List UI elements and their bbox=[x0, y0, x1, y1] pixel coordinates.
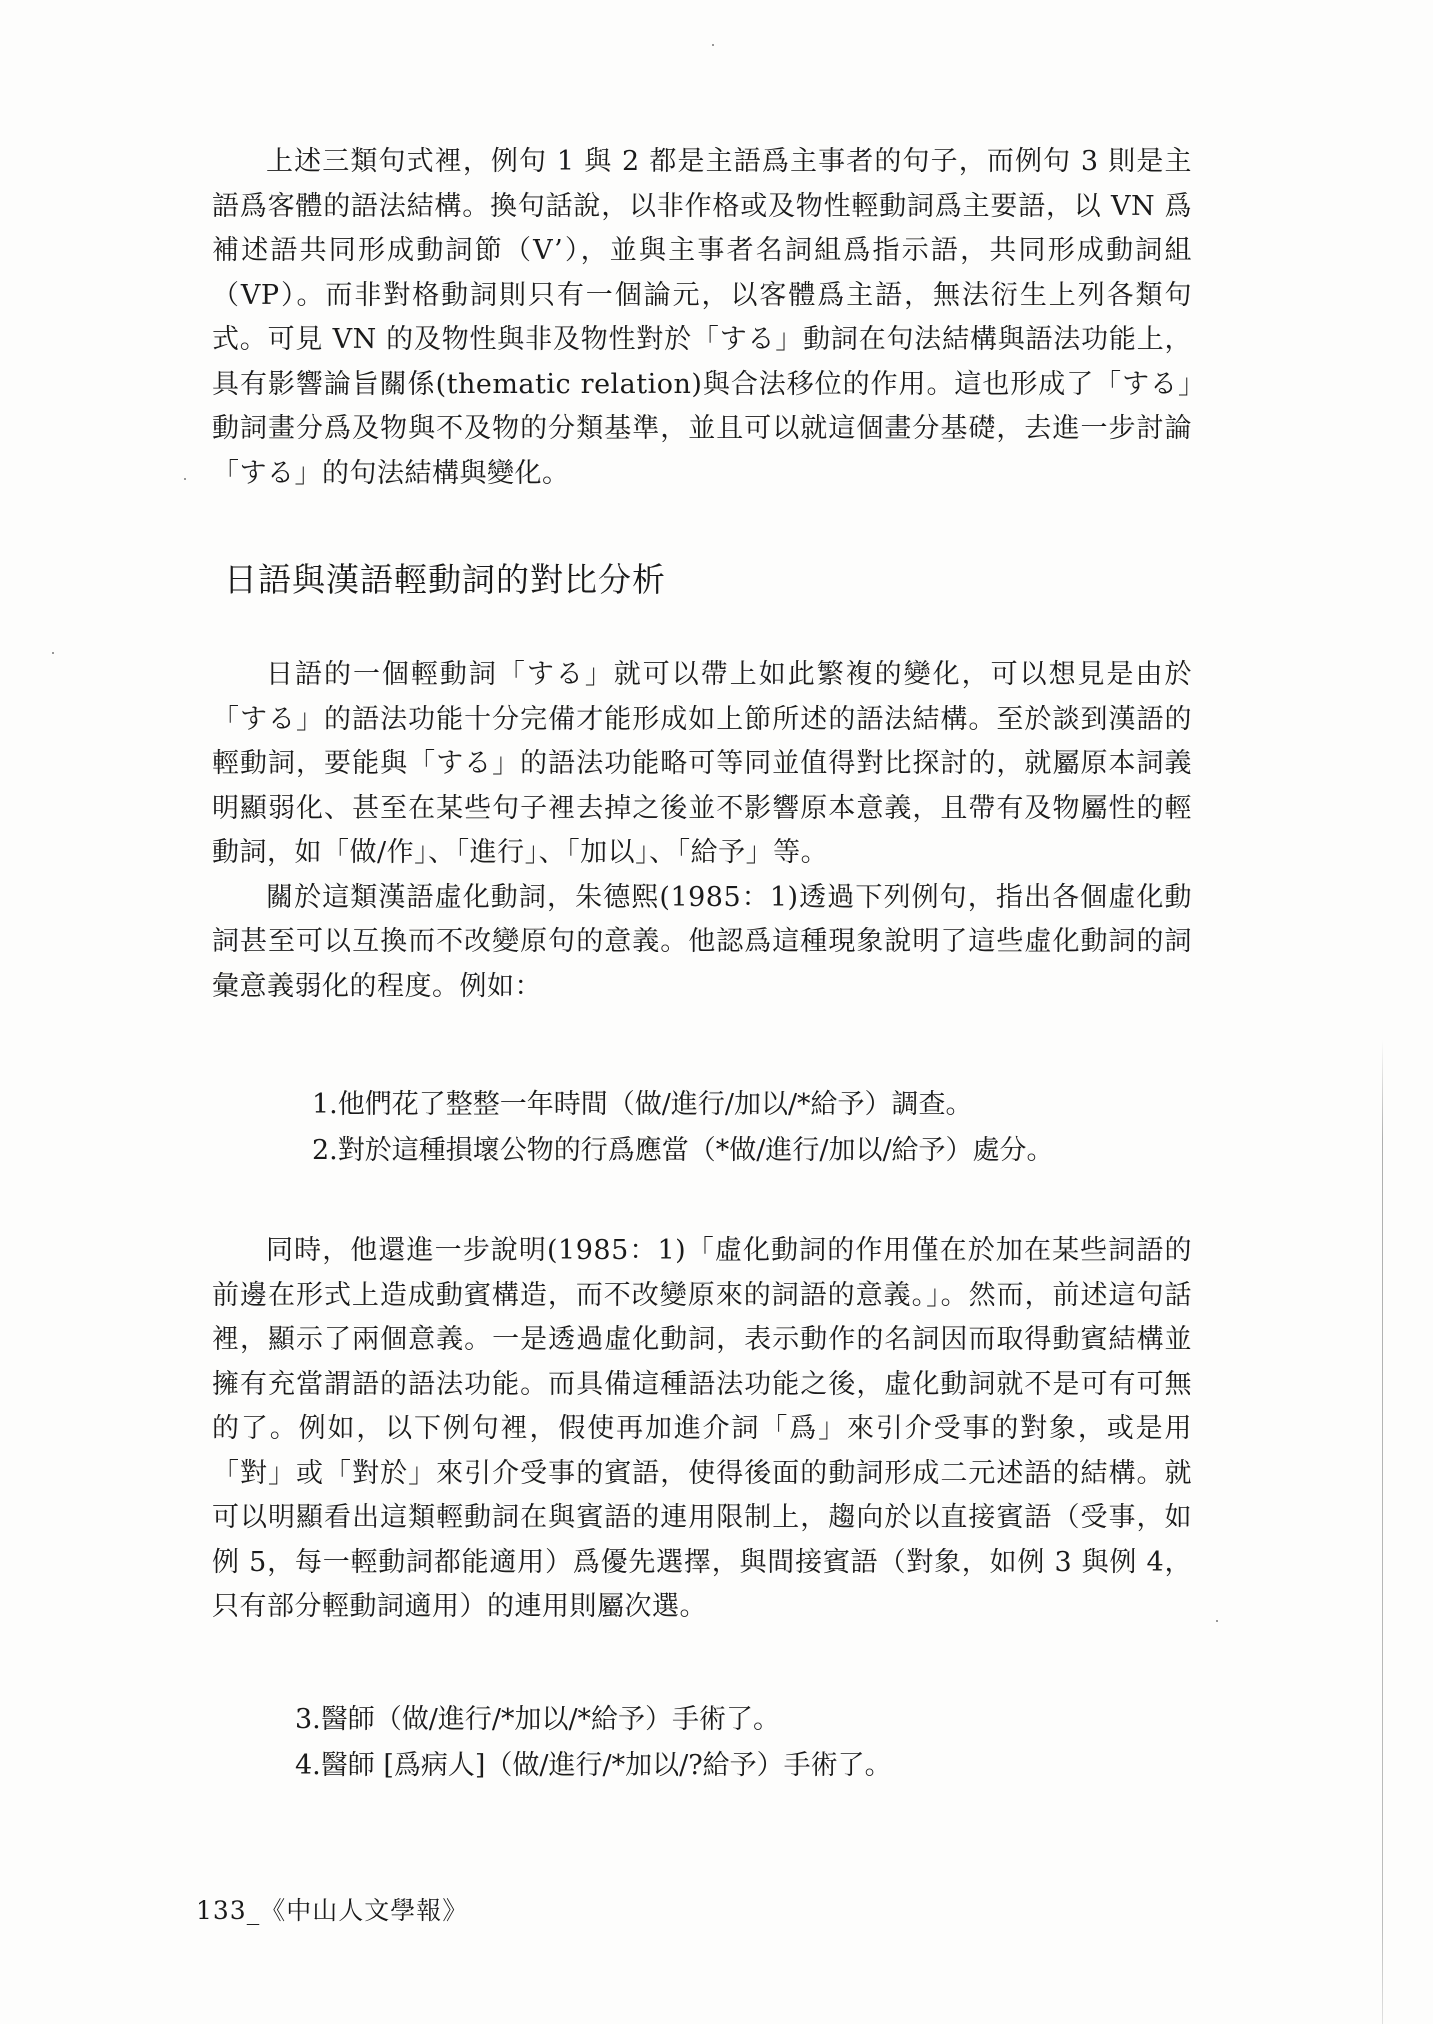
scan-edge-line bbox=[1382, 1040, 1383, 2024]
paragraph: 日語的一個輕動詞「する」就可以帶上如此繁複的變化，可以想見是由於「する」的語法功能十分完備才能形成如上節所述的語法結構。至於談到漢語的輕動詞，要能與「する」的語法功能略可等同並值得對比探討的，就屬原本詞義明顯弱化、甚至在某些句子裡去掉之後並不影響原本意義，且帶有及物屬性的輕動詞，如「做/作」、「進行」、「加以」、「給予」等。 bbox=[212, 659, 1192, 868]
example-list bbox=[0, 1082, 1433, 1174]
example-sentence: 2.對於這種損壞公物的行爲應當（*做/進行/加以/給予）處分。 bbox=[312, 1135, 1054, 1166]
page-footer: 133_《中山人文學報》 bbox=[196, 1896, 469, 1925]
scan-speck bbox=[1216, 1620, 1218, 1622]
scan-speck bbox=[184, 478, 186, 480]
body-section-bottom bbox=[212, 1229, 1192, 1630]
paragraph: 同時，他還進一步說明(1985：1)「虛化動詞的作用僅在於加在某些詞語的前邊在形式上造成動賓構造，而不改變原來的詞語的意義。」。然而，前述這句話裡，顯示了兩個意義。一是透過虛化動詞，表示動作的名詞因而取得動賓結構並擁有充當謂語的語法功能。而具備這種語法功能之後，虛化動詞就不是可有可無的了。例如，以下例句裡，假使再加進介詞「爲」來引介受事的對象，或是用「對」或「對於」來引介受事的賓語，使得後面的動詞形成二元述語的結構。就可以明顯看出這類輕動詞在與賓語的連用限制上，趨向於以直接賓語（受事，如例 5，每一輕動詞都能適用）爲優先選擇，與間接賓語（對象，如例 3 與例 4，只有部分輕動詞適用）的連用則屬次選。 bbox=[212, 1235, 1192, 1622]
example-sentence: 4.醫師 [爲病人]（做/進行/*加以/?給予）手術了。 bbox=[295, 1750, 892, 1781]
example-sentence: 1.他們花了整整一年時間（做/進行/加以/*給予）調查。 bbox=[312, 1089, 973, 1120]
scan-speck bbox=[52, 652, 54, 654]
body-section-top bbox=[212, 140, 1192, 496]
example-sentence: 3.醫師（做/進行/*加以/*給予）手術了。 bbox=[295, 1704, 781, 1735]
section-heading: 日語與漢語輕動詞的對比分析 bbox=[224, 560, 666, 599]
body-section-middle bbox=[212, 653, 1192, 1009]
scan-speck bbox=[712, 44, 714, 46]
paragraph: 關於這類漢語虛化動詞，朱德熙(1985：1)透過下列例句，指出各個虛化動詞甚至可以互換而不改變原句的意義。他認爲這種現象說明了這些虛化動詞的詞彙意義弱化的程度。例如： bbox=[212, 881, 1192, 1002]
example-list bbox=[0, 1697, 1433, 1789]
paragraph: 上述三類句式裡，例句 1 與 2 都是主語爲主事者的句子，而例句 3 則是主語爲客體的語法結構。換句話說，以非作格或及物性輕動詞爲主要語，以 VN 爲補述語共同形成動詞節（V’），並與主事者名詞組爲指示語，共同形成動詞組（VP）。而非對格動詞則只有一個論元，以客體爲主語，無法衍生上列各類句式。可見 VN 的及物性與非及物性對於「する」動詞在句法結構與語法功能上，具有影響論旨關係(thematic relation)與合法移位的作用。這也形成了「する」動詞畫分爲及物與不及物的分類基準，並且可以就這個畫分基礎，去進一步討論「する」的句法結構與變化。 bbox=[212, 146, 1192, 489]
